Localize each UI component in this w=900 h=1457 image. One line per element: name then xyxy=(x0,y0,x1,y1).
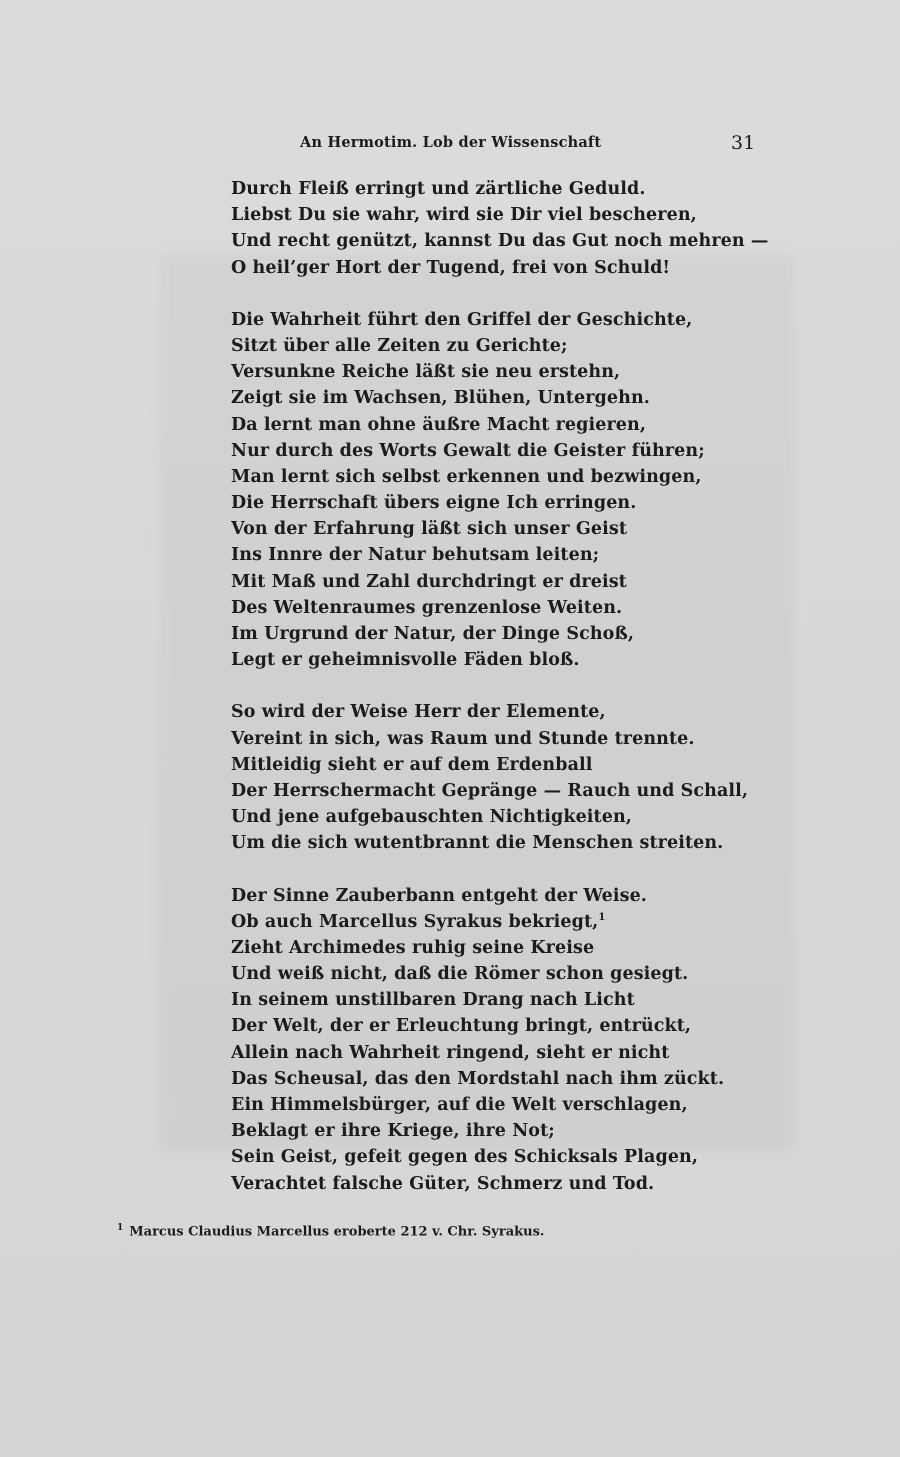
poem-line: Da lernt man ohne äußre Macht regieren, xyxy=(231,414,647,435)
running-head: An Hermotim. Lob der Wissenschaft xyxy=(300,134,602,151)
poem-line: Die Herrschaft übers eigne Ich erringen. xyxy=(231,493,637,514)
poem-line: Ein Himmelsbürger, auf die Welt verschlagen, xyxy=(231,1095,688,1115)
poem-line: Vereint in sich, was Raum und Stunde trennte. xyxy=(231,728,695,749)
poem-line: Durch Fleiß erringt und zärtliche Geduld. xyxy=(231,179,646,199)
poem-line: Der Sinne Zauberbann entgeht der Weise. xyxy=(231,885,648,906)
poem-line: Beklagt er ihre Kriege, ihre Not; xyxy=(231,1121,555,1142)
poem-line: Ins Innre der Natur behutsam leiten; xyxy=(231,545,600,566)
poem-line: Und jene aufgebauschten Nichtigkeiten, xyxy=(231,807,632,828)
poem-line-text: Ob auch Marcellus Syrakus bekriegt, xyxy=(231,911,599,932)
stanza xyxy=(231,176,769,281)
poem-line: Der Herrschermacht Gepränge — Rauch und Schall, xyxy=(231,780,749,801)
poem-line: Die Wahrheit führt den Griffel der Geschichte, xyxy=(231,309,693,330)
page-number: 31 xyxy=(731,132,756,154)
footnote-reference: 1 xyxy=(598,911,606,923)
poem-line: Nur durch des Worts Gewalt die Geister führen; xyxy=(231,440,705,461)
poem-line: Liebst Du sie wahr, wird sie Dir viel bescheren, xyxy=(231,205,697,226)
poem-line: Zieht Archimedes ruhig seine Kreise xyxy=(231,937,595,958)
poem-line: Und weiß nicht, daß die Römer schon gesiegt. xyxy=(231,964,689,985)
poem-line: In seinem unstillbaren Drang nach Licht xyxy=(231,990,635,1011)
poem xyxy=(231,176,769,1197)
footnote xyxy=(117,1223,544,1239)
stanza xyxy=(231,883,751,1197)
stanza xyxy=(231,307,751,674)
poem-line: Im Urgrund der Natur, der Dinge Schoß, xyxy=(231,624,635,644)
poem-line: O heil’ger Hort der Tugend, frei von Schuld! xyxy=(231,257,671,278)
poem-line: Der Welt, der er Erleuchtung bringt, entrückt, xyxy=(231,1016,692,1037)
poem-line: Allein nach Wahrheit ringend, sieht er nicht xyxy=(231,1042,670,1063)
poem-line: Mit Maß und Zahl durchdringt er dreist xyxy=(231,571,627,592)
poem-line: Man lernt sich selbst erkennen und bezwingen, xyxy=(231,466,702,487)
poem-line: Mitleidig sieht er auf dem Erdenball xyxy=(231,754,593,775)
poem-line: Sein Geist, gefeit gegen des Schicksals Plagen, xyxy=(231,1147,699,1168)
poem-line: Versunkne Reiche läßt sie neu erstehn, xyxy=(231,362,621,383)
poem-line: Zeigt sie im Wachsen, Blühen, Untergehn. xyxy=(231,388,650,409)
stanza xyxy=(231,699,751,856)
footnote-text: Marcus Claudius Marcellus eroberte 212 v. Chr. Syrakus. xyxy=(129,1224,545,1240)
poem-line: Des Weltenraumes grenzenlose Weiten. xyxy=(231,597,623,618)
poem-line: Von der Erfahrung läßt sich unser Geist xyxy=(231,519,628,540)
poem-line: Verachtet falsche Güter, Schmerz und Tod. xyxy=(231,1173,655,1194)
poem-line: Das Scheusal, das den Mordstahl nach ihm zückt. xyxy=(231,1068,725,1089)
poem-line: Legt er geheimnisvolle Fäden bloß. xyxy=(231,650,580,671)
poem-line xyxy=(231,909,751,935)
poem-line: Und recht genützt, kannst Du das Gut noch mehren — xyxy=(231,231,769,252)
poem-line: Um die sich wutentbrannt die Menschen streiten. xyxy=(231,833,724,854)
poem-line: So wird der Weise Herr der Elemente, xyxy=(231,702,606,723)
footnote-marker: 1 xyxy=(117,1223,124,1233)
poem-line: Sitzt über alle Zeiten zu Gerichte; xyxy=(231,335,568,356)
page-header xyxy=(0,134,900,158)
